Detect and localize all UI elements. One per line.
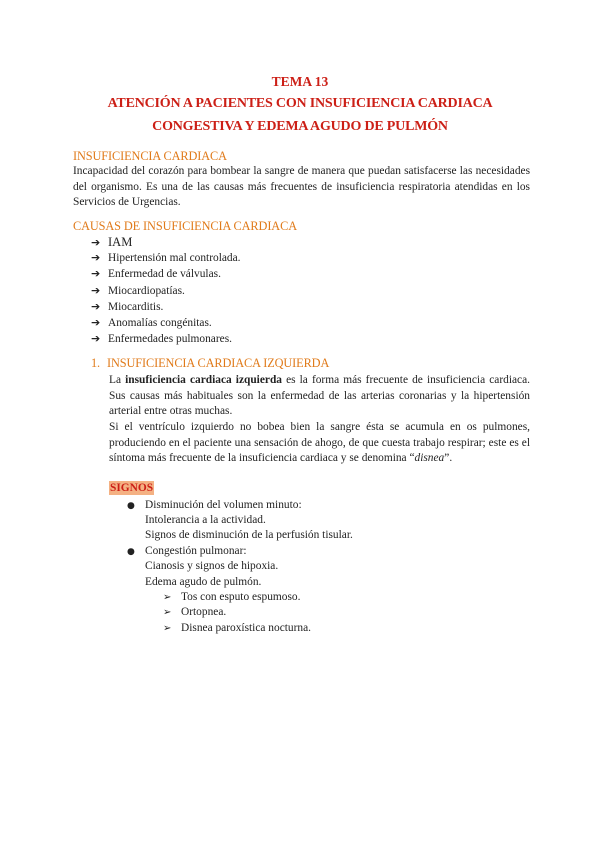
list-subitem: Signos de disminución de la perfusión tisular.: [145, 529, 353, 541]
list-item: ➢ Disnea paroxística nocturna.: [163, 621, 311, 636]
section-heading-causas: CAUSAS DE INSUFICIENCIA CARDIACA: [73, 219, 297, 233]
page-title-line1: ATENCIÓN A PACIENTES CON INSUFICIENCIA CARDIACA: [107, 96, 493, 111]
page-title-line2: CONGESTIVA Y EDEMA AGUDO DE PULMÓN: [152, 119, 448, 134]
list-item: ➔ Hipertensión mal controlada.: [91, 251, 241, 265]
list-item: ➢ Ortopnea.: [163, 605, 226, 620]
arrow-icon: ➔: [91, 299, 101, 313]
causes-list: [91, 235, 241, 347]
list-subitem: Edema agudo de pulmón.: [145, 576, 262, 588]
arrow-icon: ➔: [91, 283, 101, 297]
list-item: ➔ IAM: [91, 235, 133, 249]
list-subitem: Intolerancia a la actividad.: [145, 514, 266, 526]
arrow-icon: ➔: [91, 267, 101, 281]
list-item: ➔ Enfermedad de válvulas.: [91, 267, 221, 281]
list-item: ● Disminución del volumen minuto:: [127, 498, 302, 514]
list-item: ➔ Miocardiopatías.: [91, 283, 185, 297]
definition-paragraph: Incapacidad del corazón para bombear la sangre de manera que puedan satisfacerse las necesidades del organismo. Es una de las causas más frecuentes de insuficiencia respiratoria atendidas en los Servicios de Urgencias.: [73, 165, 530, 209]
arrow-icon: ➔: [91, 332, 101, 346]
arrow-icon: ➔: [91, 251, 101, 265]
list-item: ● Congestión pulmonar:: [127, 544, 247, 560]
list-item: ➔ Anomalías congénitas.: [91, 316, 212, 330]
section-number: 1.: [91, 356, 101, 370]
arrowhead-icon: ➢: [163, 592, 172, 603]
list-item: ➔ Enfermedades pulmonares.: [91, 332, 232, 346]
bullet-icon: ●: [127, 501, 135, 511]
izquierda-paragraph-1: La insuficiencia cardiaca izquierda es la forma más frecuente de insuficiencia cardiaca. Sus causas más habituales son la enfermedad de las arterias coronarias y la hipertensión arterial entre otras muchas.: [109, 374, 530, 418]
bullet-icon: ●: [127, 547, 135, 557]
arrow-icon: ➔: [91, 316, 101, 330]
section-heading-izquierda: [91, 356, 329, 371]
section-heading-insuficiencia: INSUFICIENCIA CARDIACA: [73, 149, 227, 163]
section-heading-text: INSUFICIENCIA CARDIACA IZQUIERDA: [107, 356, 330, 370]
tema-number: TEMA 13: [271, 74, 329, 89]
signos-label: SIGNOS: [110, 482, 154, 494]
arrowhead-icon: ➢: [163, 607, 172, 618]
list-item: ➔ Miocarditis.: [91, 299, 164, 313]
list-item: ➢ Tos con esputo espumoso.: [163, 590, 300, 605]
arrowhead-icon: ➢: [163, 623, 172, 634]
arrow-icon: ➔: [91, 236, 101, 249]
list-subitem: Cianosis y signos de hipoxia.: [145, 560, 279, 572]
izquierda-paragraph-2: Si el ventrículo izquierdo no bobea bien la sangre ésta se acumula en os pulmones, produciendo en el paciente una sensación de ahogo, de que cuesta trabajo respirar; este es el síntoma más frecuente de la insuficiencia cardiaca y se denomina “disnea”.: [109, 421, 530, 465]
